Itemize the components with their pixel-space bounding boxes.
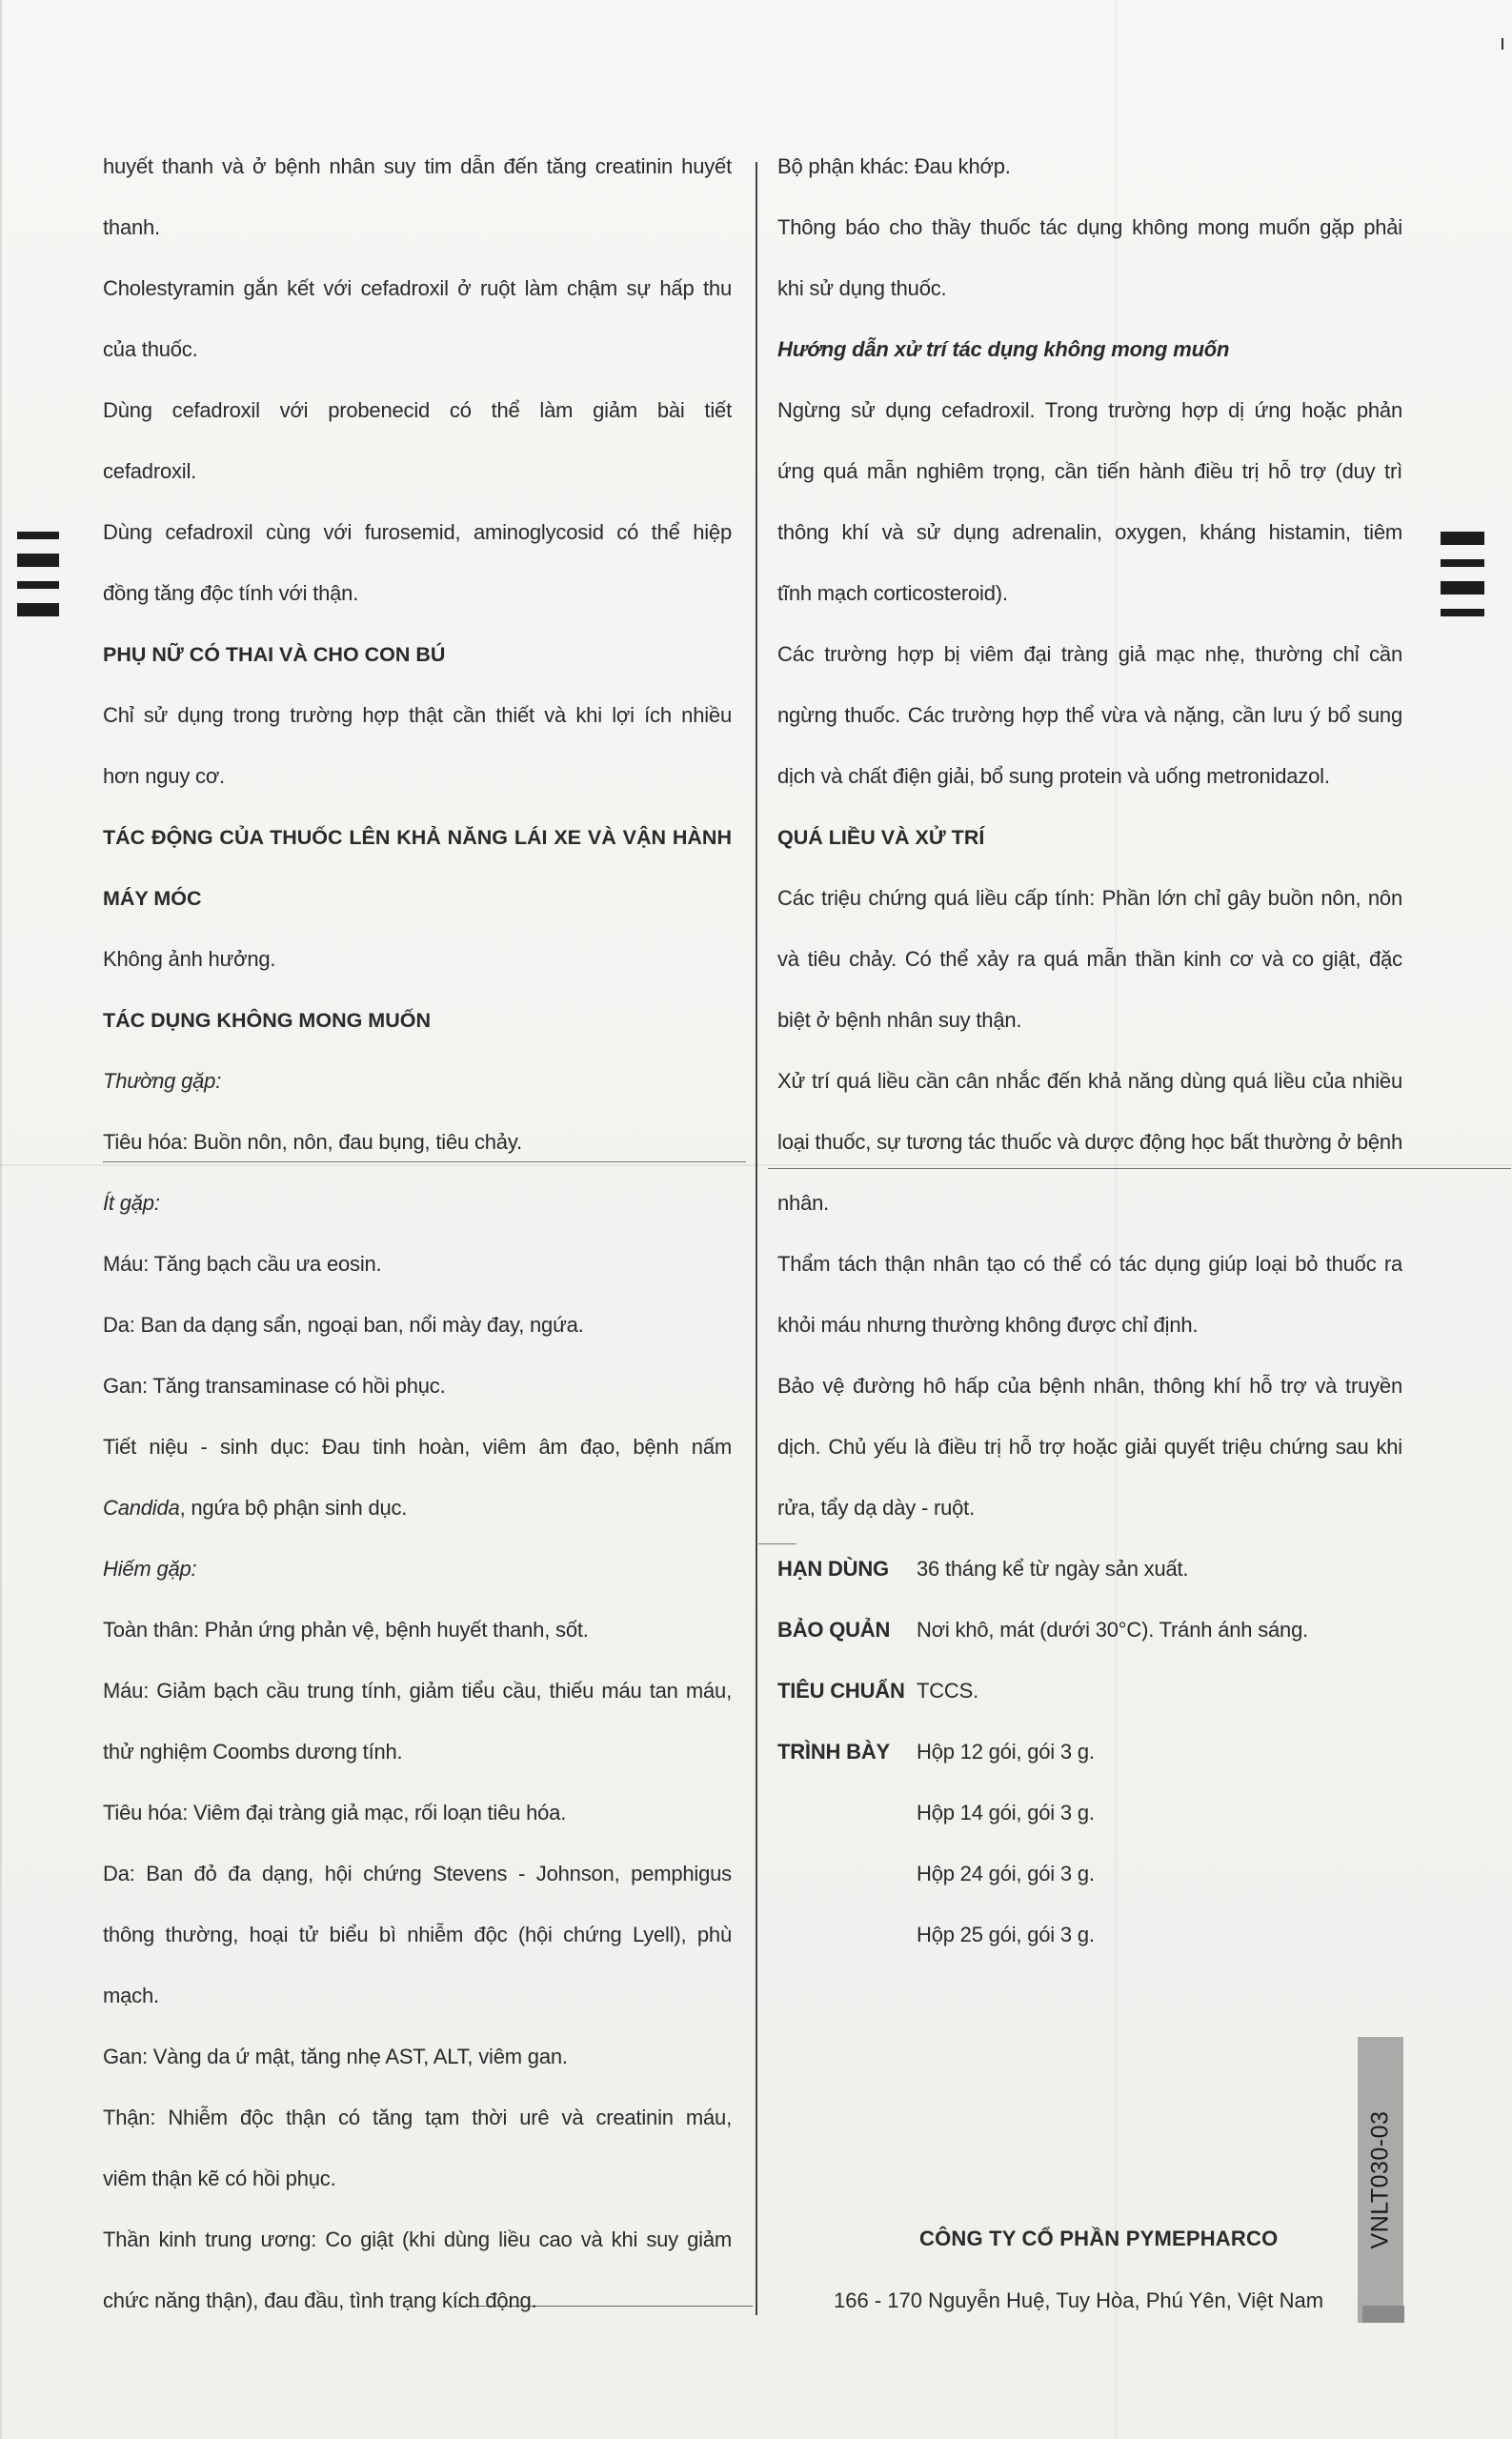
info-label: TRÌNH BÀY (777, 1740, 890, 1764)
info-row (777, 1672, 1402, 1733)
text-fragment: , ngứa bộ phận sinh dục. (179, 1496, 408, 1520)
info-value: TCCS. (917, 1679, 979, 1703)
text-line: Gan: Vàng da ứ mật, tăng nhẹ AST, ALT, viêm gan. (103, 2045, 568, 2068)
text-line: Các triệu chứng quá liều cấp tính: Phần lớn chỉ gây buồn nôn, nôn (777, 886, 1402, 910)
text-line: khi sử dụng thuốc. (777, 276, 947, 300)
packaging-option: Hộp 25 gói, gói 3 g. (917, 1923, 1095, 1946)
text-line: Ngừng sử dụng cefadroxil. Trong trường hợp dị ứng hoặc phản (777, 398, 1402, 422)
document-code: VNLT030-03 (1366, 2110, 1394, 2249)
text-line: ứng quá mẫn nghiêm trọng, cần tiến hành điều trị hỗ trợ (duy trì (777, 459, 1402, 483)
text-line: biệt ở bệnh nhân suy thận. (777, 1008, 1022, 1032)
text-line: đồng tăng độc tính với thận. (103, 581, 359, 605)
text-line: nhân. (777, 1191, 830, 1215)
text-line: viêm thận kẽ có hồi phục. (103, 2167, 336, 2190)
packaging-option: Hộp 14 gói, gói 3 g. (917, 1801, 1095, 1824)
text-line: Da: Ban da dạng sẩn, ngoại ban, nổi mày đay, ngứa. (103, 1313, 584, 1337)
info-row (777, 1611, 1402, 1672)
italic-term: Candida (103, 1496, 180, 1520)
section-heading: MÁY MÓC (103, 887, 202, 910)
registration-marks-left (17, 532, 59, 631)
subheading: Hướng dẫn xử trí tác dụng không mong muốn (777, 337, 1230, 361)
text-line: thông khí và sử dụng adrenalin, oxygen, kháng histamin, tiêm (777, 520, 1402, 544)
right-text-column (777, 148, 1402, 1977)
text-line: cefadroxil. (103, 459, 197, 483)
text-line: chức năng thận), đau đầu, tình trạng kích động. (103, 2288, 537, 2312)
registration-mark (1441, 532, 1484, 545)
text-line: của thuốc. (103, 337, 198, 361)
text-line: Gan: Tăng transaminase có hồi phục. (103, 1374, 446, 1398)
text-line: hơn nguy cơ. (103, 764, 225, 788)
text-line: thanh. (103, 215, 160, 239)
text-line: Bộ phận khác: Đau khớp. (777, 154, 1011, 178)
text-line: khỏi máu nhưng thường không được chỉ định. (777, 1313, 1199, 1337)
info-label: TIÊU CHUẨN (777, 1679, 905, 1703)
registration-mark (17, 532, 59, 539)
info-value: Nơi khô, mát (dưới 30°C). Tránh ánh sáng. (917, 1618, 1309, 1642)
registration-mark (1441, 609, 1484, 616)
section-heading: PHỤ NỮ CÓ THAI VÀ CHO CON BÚ (103, 643, 446, 666)
registration-mark (17, 581, 59, 589)
info-value: Hộp 12 gói, gói 3 g. (917, 1740, 1095, 1764)
text-line: Máu: Giảm bạch cầu trung tính, giảm tiểu cầu, thiếu máu tan máu, (103, 1679, 732, 1703)
registration-mark (17, 554, 59, 567)
text-line: Da: Ban đỏ đa dạng, hội chứng Stevens - Johnson, pemphigus (103, 1862, 732, 1885)
text-line: huyết thanh và ở bệnh nhân suy tim dẫn đến tăng creatinin huyết (103, 154, 732, 178)
text-line: mạch. (103, 1984, 159, 2007)
section-heading: TÁC DỤNG KHÔNG MONG MUỐN (103, 1009, 431, 1032)
text-line: ngừng thuốc. Các trường hợp thể vừa và nặng, cần lưu ý bổ sung (777, 703, 1402, 727)
text-line: Xử trí quá liều cần cân nhắc đến khả năng dùng quá liều của nhiều (777, 1069, 1402, 1093)
left-text-column (103, 148, 732, 2343)
registration-mark (1441, 559, 1484, 567)
text-line: Tiêu hóa: Viêm đại tràng giả mạc, rối loạn tiêu hóa. (103, 1801, 567, 1824)
text-line: Thẩm tách thận nhân tạo có thể có tác dụng giúp loại bỏ thuốc ra (777, 1252, 1402, 1276)
crop-mark (1502, 38, 1503, 50)
text-line: Tiêu hóa: Buồn nôn, nôn, đau bụng, tiêu chảy. (103, 1130, 522, 1154)
text-line: Toàn thân: Phản ứng phản vệ, bệnh huyết thanh, sốt. (103, 1618, 589, 1642)
text-line: Thận: Nhiễm độc thận có tăng tạm thời urê và creatinin máu, (103, 2106, 732, 2129)
text-line: Chỉ sử dụng trong trường hợp thật cần thiết và khi lợi ích nhiều (103, 703, 732, 727)
text-line: Bảo vệ đường hô hấp của bệnh nhân, thông khí hỗ trợ và truyền (777, 1374, 1402, 1398)
text-line: Cholestyramin gắn kết với cefadroxil ở ruột làm chậm sự hấp thu (103, 276, 732, 300)
text-line (103, 1489, 732, 1550)
section-heading: TÁC ĐỘNG CỦA THUỐC LÊN KHẢ NĂNG LÁI XE VÀ VẬN HÀNH (103, 826, 732, 849)
text-line: thử nghiệm Coombs dương tính. (103, 1740, 403, 1764)
section-heading: QUÁ LIỀU VÀ XỬ TRÍ (777, 826, 985, 849)
info-value: 36 tháng kể từ ngày sản xuất. (917, 1557, 1189, 1581)
packaging-option: Hộp 24 gói, gói 3 g. (917, 1862, 1095, 1885)
text-line: Thông báo cho thầy thuốc tác dụng không mong muốn gặp phải (777, 215, 1402, 239)
info-row (777, 1733, 1402, 1794)
info-label: HẠN DÙNG (777, 1557, 889, 1581)
text-line: dịch và chất điện giải, bổ sung protein và uống metronidazol. (777, 764, 1330, 788)
text-line: Máu: Tăng bạch cầu ưa eosin. (103, 1252, 382, 1276)
text-line: thông thường, hoại tử biểu bì nhiễm độc (hội chứng Lyell), phù (103, 1923, 732, 1946)
subheading: Thường gặp: (103, 1069, 222, 1093)
subheading: Hiếm gặp: (103, 1557, 197, 1581)
info-row (777, 1550, 1402, 1611)
info-label: BẢO QUẢN (777, 1618, 891, 1642)
page-edge (0, 0, 2, 2439)
text-line: Tiết niệu - sinh dục: Đau tinh hoàn, viêm âm đạo, bệnh nấm (103, 1435, 732, 1459)
text-line: tĩnh mạch corticosteroid). (777, 581, 1008, 605)
text-line: Thần kinh trung ương: Co giật (khi dùng liều cao và khi suy giảm (103, 2227, 732, 2251)
registration-mark (17, 603, 59, 616)
text-line: Dùng cefadroxil với probenecid có thể làm giảm bài tiết (103, 398, 732, 422)
registration-mark (1441, 581, 1484, 595)
subheading: Ít gặp: (103, 1191, 160, 1215)
company-name: CÔNG TY CỔ PHẦN PYMEPHARCO (919, 2227, 1279, 2250)
column-divider (756, 162, 757, 2315)
text-line: và tiêu chảy. Có thể xảy ra quá mẫn thần kinh cơ và co giật, đặc (777, 947, 1402, 971)
text-line: Không ảnh hưởng. (103, 947, 276, 971)
text-line: loại thuốc, sự tương tác thuốc và dược động học bất thường ở bệnh (777, 1130, 1402, 1154)
text-line: Các trường hợp bị viêm đại tràng giả mạc nhẹ, thường chỉ cần (777, 642, 1402, 666)
text-line: dịch. Chủ yếu là điều trị hỗ trợ hoặc giải quyết triệu chứng sau khi (777, 1435, 1402, 1459)
text-line: Dùng cefadroxil cùng với furosemid, aminoglycosid có thể hiệp (103, 520, 732, 544)
registration-marks-right (1441, 532, 1484, 631)
text-line: rửa, tẩy dạ dày - ruột. (777, 1496, 975, 1520)
code-box-base (1362, 2306, 1404, 2323)
company-address: 166 - 170 Nguyễn Huệ, Tuy Hòa, Phú Yên, Việt Nam (834, 2288, 1324, 2312)
